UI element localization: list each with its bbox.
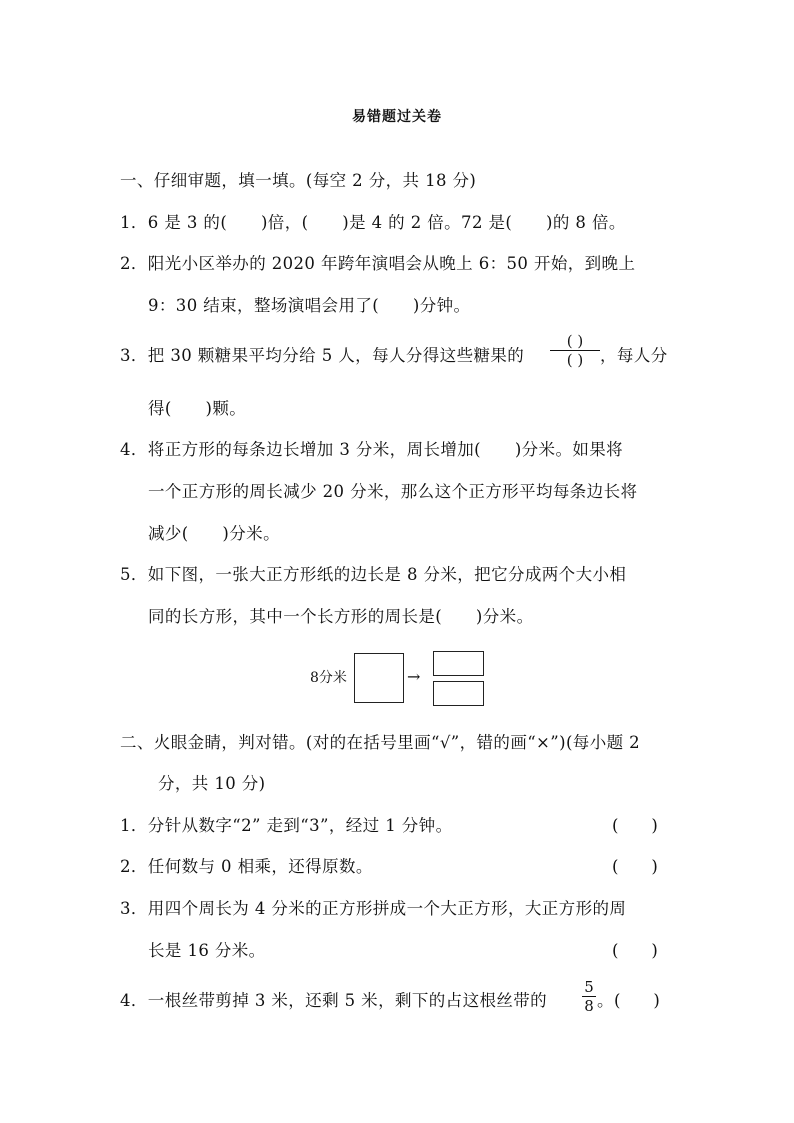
section2-heading-line2: 分，共 10 分) bbox=[158, 774, 266, 793]
s1-question-4-line1: 4．将正方形的每条边长增加 3 分米，周长增加( )分米。如果将 bbox=[120, 440, 624, 459]
s2-question-4-period: 。 bbox=[597, 991, 614, 1010]
s1-question-5-line1: 5．如下图，一张大正方形纸的边长是 8 分米，把它分成两个大小相 bbox=[120, 565, 627, 584]
s2-question-3-line1: 3．用四个周长为 4 分米的正方形拼成一个大正方形，大正方形的周 bbox=[120, 899, 627, 918]
section2-heading-line1: 二、火眼金睛，判对错。(对的在括号里画“√”，错的画“×”)(每小题 2 bbox=[120, 733, 641, 752]
s2-answer-paren-2[interactable]: ( ) bbox=[612, 857, 658, 876]
s2-question-3-line2: 长是 16 分米。 bbox=[148, 941, 266, 960]
s2-question-4-fraction bbox=[582, 978, 596, 1015]
fraction-denominator: 8 bbox=[584, 997, 594, 1015]
s2-answer-paren-3[interactable]: ( ) bbox=[612, 941, 658, 960]
s1-question-1: 1．6 是 3 的( )倍，( )是 4 的 2 倍。72 是( )的 8 倍。 bbox=[120, 213, 626, 232]
arrow-right-icon: → bbox=[407, 667, 421, 686]
rectangle-top bbox=[433, 651, 484, 676]
fraction-denominator: ( ) bbox=[566, 351, 584, 369]
s2-question-1: 1．分针从数字“2” 走到“3”，经过 1 分钟。 bbox=[120, 816, 453, 835]
s1-question-2-line2: 9：30 结束，整场演唱会用了( )分钟。 bbox=[148, 296, 471, 315]
square-side-label: 8分米 bbox=[310, 670, 347, 686]
s1-question-4-line2: 一个正方形的周长减少 20 分米，那么这个正方形平均每条边长将 bbox=[148, 482, 638, 501]
fraction-numerator: 5 bbox=[584, 978, 594, 996]
s1-question-3-line1-end: ，每人分 bbox=[600, 346, 668, 365]
s1-question-4-line3: 减少( )分米。 bbox=[148, 524, 280, 543]
s2-question-4: 4．一根丝带剪掉 3 米，还剩 5 米，剩下的占这根丝带的 bbox=[120, 991, 548, 1010]
s1-question-3-line1: 3．把 30 颗糖果平均分给 5 人，每人分得这些糖果的 bbox=[120, 346, 525, 365]
rectangle-bottom bbox=[433, 681, 484, 706]
s1-question-3-fraction bbox=[550, 332, 600, 369]
large-square bbox=[354, 653, 404, 703]
s1-question-5-line2: 同的长方形，其中一个长方形的周长是( )分米。 bbox=[148, 607, 534, 626]
s2-answer-paren-4[interactable]: ( ) bbox=[614, 991, 660, 1010]
fraction-numerator: ( ) bbox=[566, 332, 584, 350]
section1-heading: 一、仔细审题，填一填。(每空 2 分，共 18 分) bbox=[120, 171, 477, 190]
s1-question-2-line1: 2．阳光小区举办的 2020 年跨年演唱会从晚上 6：50 开始，到晚上 bbox=[120, 254, 636, 273]
s2-answer-paren-1[interactable]: ( ) bbox=[612, 816, 658, 835]
s2-question-2: 2．任何数与 0 相乘，还得原数。 bbox=[120, 857, 373, 876]
page-title: 易错题过关卷 bbox=[352, 109, 442, 125]
s1-question-3-line2: 得( )颗。 bbox=[148, 399, 247, 418]
